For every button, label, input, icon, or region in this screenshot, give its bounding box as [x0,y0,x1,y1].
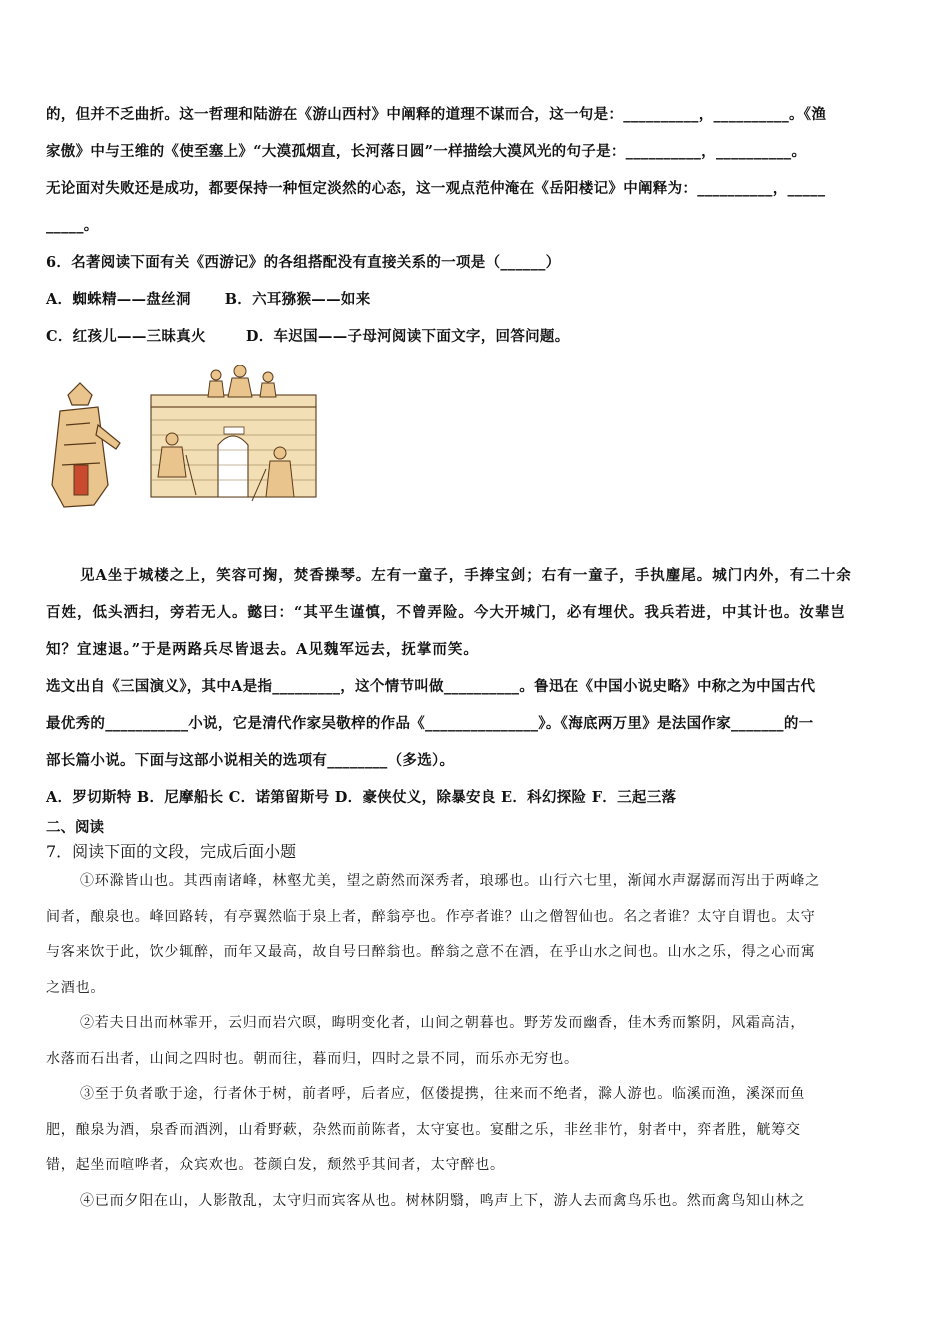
story-line-1: 见A坐于城楼之上，笑容可掬，焚香操琴。左有一童子，手捧宝剑；右有一童子，手执麈尾。城门内外，有二十余 [80,567,852,584]
passage-line-5: ②若夫日出而林霏开，云归而岩穴暝，晦明变化者，山间之朝暮也。野芳发而幽香，佳木秀而繁阴，风霜高洁， [80,1015,806,1031]
q6-option-c: C．红孩儿——三昧真火 [46,328,206,345]
passage [46,864,908,1219]
passage-line-1: ①环滁皆山也。其西南诸峰，林壑尤美，望之蔚然而深秀者，琅琊也。山行六七里，渐闻水声潺潺而泻出于两峰之 [80,873,820,889]
q6-stem: 6．名著阅读下面有关《西游记》的各组搭配没有直接关系的一项是（______） [46,254,561,271]
section-title: 二、阅读 [46,819,104,836]
passage-line-4: 之酒也。 [46,979,106,996]
q7-title: 7．阅读下面的文段，完成后面小题 [46,842,297,861]
story-line-3: 知？宜速退。”于是两路兵尽皆退去。A见魏军远去，抚掌而笑。 [46,641,479,658]
q6-options-row-2 [46,318,908,355]
q6-option-d: D．车迟国——子母河阅读下面文字，回答问题。 [245,328,570,345]
question-line-1: 选文出自《三国演义》，其中A是指_________，这个情节叫做__________。鲁迅在《中国小说史略》中称之为中国古代 [46,678,816,695]
q6-option-b: B．六耳猕猴——如来 [224,291,371,308]
passage-line-2: 间者，酿泉也。峰回路转，有亭翼然临于泉上者，醉翁亭也。作亭者谁？山之僧智仙也。名之者谁？太守自谓也。太守 [46,908,816,925]
top-line-4: _____。 [46,217,99,234]
question-line-2: 最优秀的___________小说，它是清代作家吴敬梓的作品《_______________》。《海底两万里》是法国作家_______的一 [46,715,814,732]
passage-line-9: 错，起坐而喧哗者，众宾欢也。苍颜白发，颓然乎其间者，太守醉也。 [46,1157,505,1173]
empty-city-illustration-icon [46,365,326,525]
passage-line-3: 与客来饮于此，饮少辄醉，而年又最高，故自号曰醉翁也。醉翁之意不在酒，在乎山水之间也。山水之乐，得之心而寓 [46,944,816,960]
top-line-2: 家傲》中与王维的《使至塞上》“大漠孤烟直，长河落日圆”一样描绘大漠风光的句子是：__________，__________。 [46,143,807,160]
top-line-3: 无论面对失败还是成功，都要保持一种恒定淡然的心态，这一观点范仲淹在《岳阳楼记》中阐释为：__________，_____ [46,180,826,197]
q6-options-row-1 [46,281,908,318]
question-line-3: 部长篇小说。下面与这部小说相关的选项有________（多选）。 [46,752,455,769]
top-line-1: 的，但并不乏曲折。这一哲理和陆游在《游山西村》中阐释的道理不谋而合，这一句是：__________，__________。《渔 [46,106,827,123]
story-excerpt [46,557,908,668]
question-options: A．罗切斯特 B．尼摩船长 C．诺第留斯号 D．豪侠仗义，除暴安良 E．科幻探险 F．三起三落 [46,789,677,806]
story-line-2: 百姓，低头洒扫，旁若无人。懿曰：“其平生谨慎，不曾弄险。今大开城门，必有埋伏。我兵若进，中其计也。汝辈岂 [46,604,846,621]
passage-line-10: ④已而夕阳在山，人影散乱，太守归而宾客从也。树林阴翳，鸣声上下，游人去而禽鸟乐也。然而禽鸟知山林之 [80,1192,806,1209]
q6-option-a: A．蜘蛛精——盘丝洞 [46,291,191,308]
document-page [46,96,908,1219]
passage-line-6: 水落而石出者，山间之四时也。朝而往，暮而归，四时之景不同，而乐亦无穷也。 [46,1050,579,1067]
empty-city-illustration [46,365,908,525]
passage-line-7: ③至于负者歌于途，行者休于树，前者呼，后者应，伛偻提携，往来而不绝者，滁人游也。临溪而渔，溪深而鱼 [80,1086,806,1102]
passage-line-8: 肥，酿泉为酒，泉香而酒洌，山肴野蔌，杂然而前陈者，太守宴也。宴酣之乐，非丝非竹，射者中，弈者胜，觥筹交 [46,1121,801,1138]
